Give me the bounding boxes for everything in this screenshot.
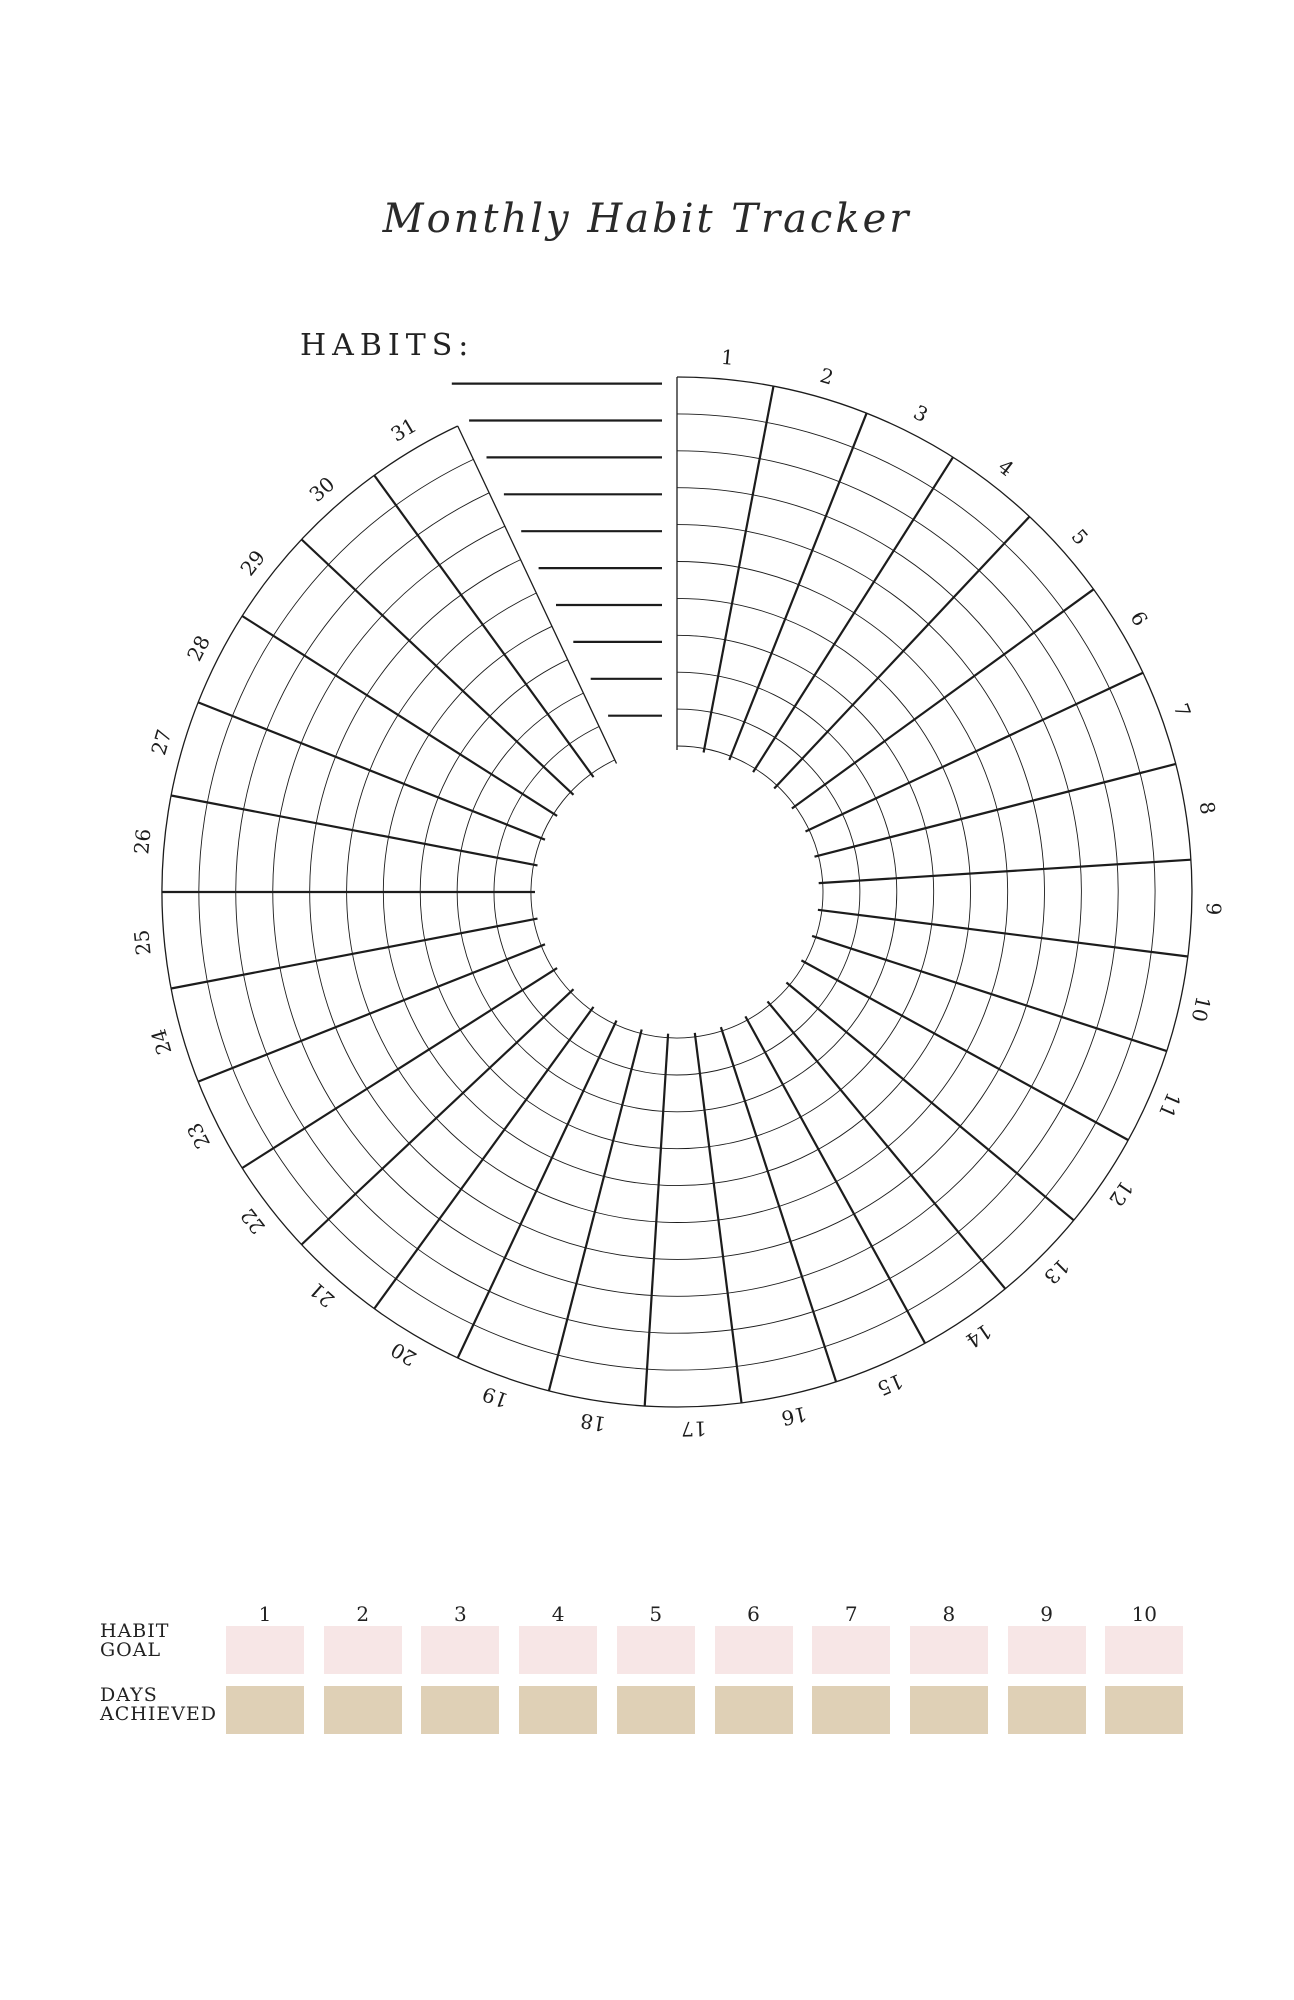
day-label: 20: [386, 1337, 421, 1372]
day-label: 12: [1104, 1176, 1139, 1212]
day-label: 3: [909, 399, 932, 428]
habit-goal-box[interactable]: [617, 1626, 695, 1674]
wheel-spokes: [162, 377, 1191, 1406]
day-label: 19: [479, 1381, 512, 1413]
days-achieved-box[interactable]: [226, 1686, 304, 1734]
page-title: Monthly Habit Tracker: [382, 196, 912, 242]
day-label: 24: [146, 1026, 177, 1058]
day-label: 23: [182, 1119, 215, 1153]
wheel-spoke: [302, 989, 574, 1244]
wheel-spoke: [815, 764, 1176, 857]
days-achieved-box[interactable]: [421, 1686, 499, 1734]
day-label: 21: [304, 1277, 340, 1313]
day-label: 30: [304, 471, 340, 507]
summary-column-number: 6: [747, 1602, 760, 1626]
wheel-spoke: [812, 936, 1167, 1051]
wheel-ring: [494, 709, 860, 1075]
wheel-spoke: [753, 457, 953, 772]
summary-column-number: 3: [454, 1602, 467, 1626]
habits-heading: HABITS:: [300, 328, 475, 363]
wheel-spoke: [171, 919, 537, 989]
day-label: 26: [129, 827, 156, 856]
day-label: 16: [779, 1401, 810, 1431]
day-label: 5: [1066, 524, 1094, 550]
day-label: 31: [386, 412, 421, 447]
wheel-spoke: [171, 796, 537, 866]
days-achieved-label-line2: ACHIEVED: [100, 1703, 218, 1725]
summary-column-number: 1: [258, 1602, 272, 1626]
habit-goal-label-line2: GOAL: [100, 1639, 162, 1661]
days-achieved-box[interactable]: [324, 1686, 402, 1734]
day-label: 9: [1201, 902, 1226, 916]
days-achieved-box[interactable]: [519, 1686, 597, 1734]
day-label: 4: [993, 454, 1019, 482]
wheel-spoke: [242, 616, 557, 816]
habit-goal-box[interactable]: [910, 1626, 988, 1674]
wheel-spoke: [374, 1007, 593, 1309]
day-label: 22: [235, 1203, 270, 1239]
day-label: 28: [182, 631, 215, 665]
day-label: 6: [1125, 607, 1153, 631]
days-achieved-box[interactable]: [910, 1686, 988, 1734]
days-achieved-label: [100, 1686, 217, 1724]
habit-goal-box[interactable]: [324, 1626, 402, 1674]
day-label: 2: [817, 363, 837, 390]
summary-column-number: 5: [649, 1602, 663, 1626]
summary-column-number: 8: [942, 1602, 956, 1626]
habit-goal-box[interactable]: [421, 1626, 499, 1674]
wheel-spoke: [242, 968, 557, 1168]
wheel-spoke: [786, 983, 1073, 1221]
day-label: 10: [1186, 994, 1216, 1025]
days-achieved-box[interactable]: [715, 1686, 793, 1734]
habit-goal-box[interactable]: [519, 1626, 597, 1674]
days-achieved-box[interactable]: [812, 1686, 890, 1734]
day-label: 1: [720, 344, 735, 370]
day-label: 8: [1194, 799, 1221, 817]
day-label: 27: [146, 726, 177, 758]
habit-goal-box[interactable]: [1105, 1626, 1183, 1674]
day-label: 17: [680, 1416, 707, 1442]
wheel-ring: [531, 746, 823, 1038]
day-label: 15: [873, 1368, 907, 1401]
habit-goal-label-line1: HABIT: [100, 1620, 170, 1642]
wheel-spoke: [801, 960, 1128, 1140]
wheel-spoke: [645, 1034, 668, 1406]
habit-goal-box[interactable]: [715, 1626, 793, 1674]
days-achieved-box[interactable]: [1008, 1686, 1086, 1734]
day-label: 7: [1168, 700, 1196, 721]
summary-column-number: 7: [844, 1602, 858, 1626]
habit-goal-box[interactable]: [226, 1626, 304, 1674]
day-label: 14: [961, 1319, 997, 1354]
day-label: 25: [129, 928, 156, 957]
summary-column-number: 10: [1131, 1602, 1158, 1626]
wheel-spoke: [768, 1001, 1006, 1288]
wheel-spoke: [774, 517, 1029, 789]
habit-lines: [452, 384, 662, 716]
summary-column-number: 4: [551, 1602, 565, 1626]
wheel-spoke: [704, 386, 774, 752]
days-achieved-label-line1: DAYS: [100, 1684, 158, 1706]
summary-column-number: 2: [356, 1602, 370, 1626]
days-achieved-box[interactable]: [617, 1686, 695, 1734]
day-label: 11: [1153, 1088, 1186, 1122]
wheel-spoke: [745, 1016, 925, 1343]
wheel-spoke: [374, 475, 593, 777]
wheel-spoke: [458, 1021, 617, 1359]
habit-goal-box[interactable]: [812, 1626, 890, 1674]
wheel-spoke: [792, 589, 1094, 808]
wheel-spoke: [806, 673, 1144, 832]
habit-goal-box[interactable]: [1008, 1626, 1086, 1674]
summary-column-number: 9: [1040, 1602, 1053, 1626]
day-label: 18: [578, 1408, 608, 1437]
habit-goal-label: [100, 1622, 169, 1660]
wheel-spoke: [819, 860, 1191, 883]
wheel-spoke: [302, 540, 574, 795]
day-label: 13: [1039, 1254, 1075, 1290]
wheel-spoke: [458, 426, 617, 764]
day-label: 29: [235, 545, 270, 581]
wheel-spoke: [549, 1030, 642, 1391]
days-achieved-box[interactable]: [1105, 1686, 1183, 1734]
